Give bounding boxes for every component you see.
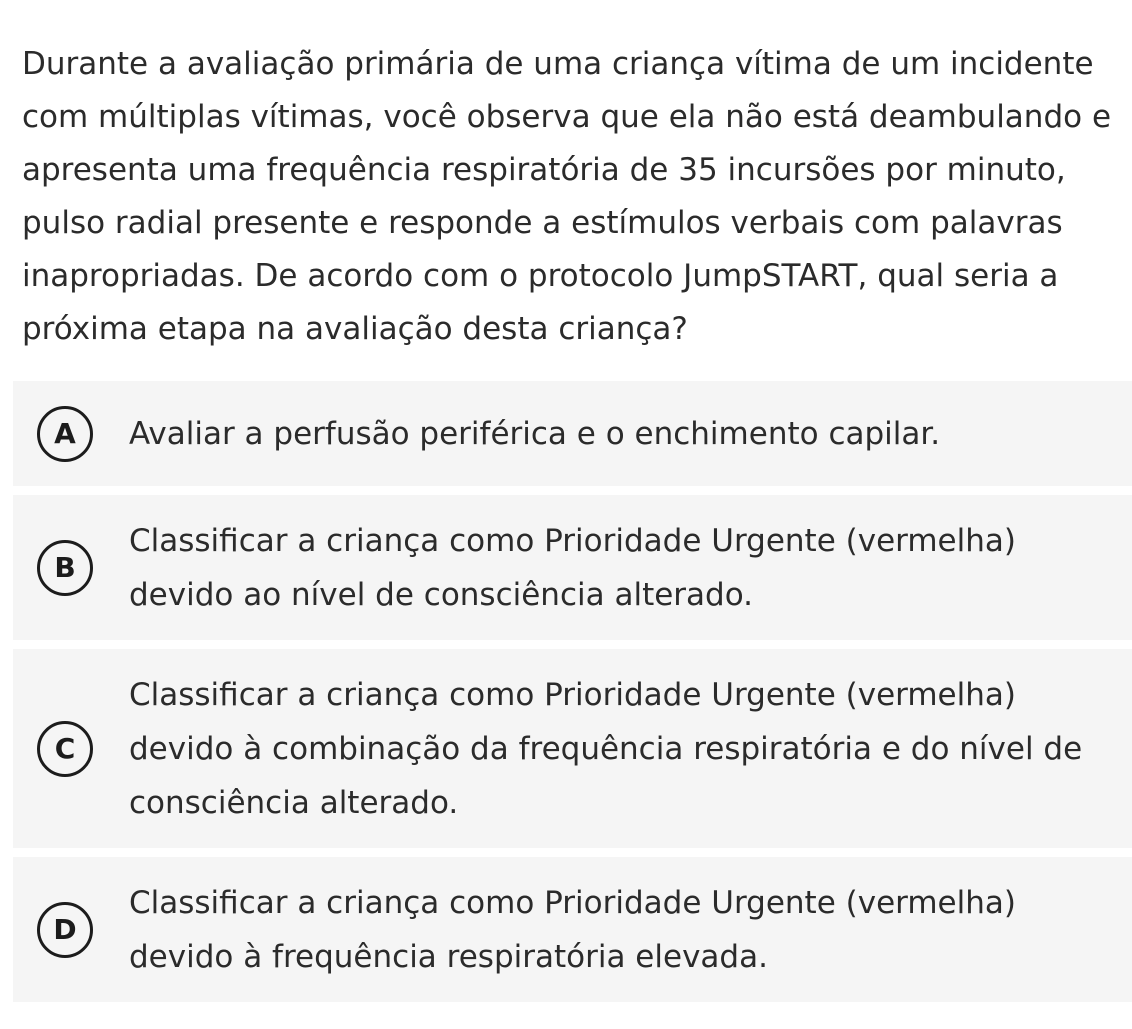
- option-c-text: Classificar a criança como Prioridade Urgente (vermelha) devido à combinação da frequência respiratória e do nível de consciência alterado.: [129, 676, 1083, 821]
- option-c-badge: C: [37, 721, 93, 777]
- option-d-badge: D: [37, 902, 93, 958]
- option-b-text: Classificar a criança como Prioridade Urgente (vermelha) devido ao nível de consciência alterado.: [129, 522, 1016, 613]
- question-text: Durante a avaliação primária de uma criança vítima de um incidente com múltiplas vítimas, você observa que ela não está deambulando e apresenta uma frequência respiratória de 35 incursões por minuto, pulso radial presente e responde a estímulos verbais com palavras inapropriadas. De acordo com o protocolo JumpSTART, qual seria a próxima etapa na avaliação desta criança?: [22, 46, 1112, 347]
- option-d[interactable]: [13, 857, 1132, 1002]
- answer-options: [13, 381, 1132, 1011]
- option-a-badge: A: [37, 406, 93, 462]
- option-c[interactable]: [13, 649, 1132, 848]
- option-b-badge: B: [37, 540, 93, 596]
- option-b[interactable]: [13, 495, 1132, 640]
- option-d-text: Classificar a criança como Prioridade Urgente (vermelha) devido à frequência respiratória elevada.: [129, 884, 1016, 975]
- option-a[interactable]: [13, 381, 1132, 486]
- option-a-text: Avaliar a perfusão periférica e o enchimento capilar.: [129, 415, 941, 452]
